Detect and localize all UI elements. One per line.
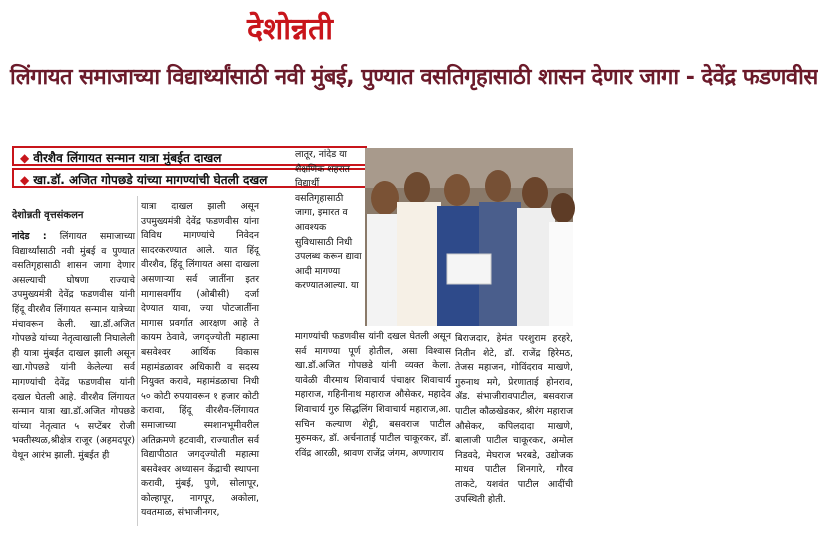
article-column-1: [12, 230, 135, 530]
headline: लिंगायत समाजाच्या विद्यार्थ्यांसाठी नवी मुंबई, पुण्यात वसतिगृहासाठी शासन देणार जागा - देवेंद्र फडणवीस: [10, 65, 818, 90]
news-photo-illustration: [365, 148, 573, 326]
bullet-icon: ◆: [20, 173, 30, 187]
bullet-icon: ◆: [20, 151, 30, 165]
byline: देशोन्नती वृत्तसंकलन: [12, 210, 84, 221]
dateline: नांदेड :: [12, 231, 47, 242]
subhead-2-text: खा.डॉ. अजित गोपछडे यांच्या मागण्यांची घेतली दखल: [33, 173, 268, 187]
column-1-text: लिंगायत समाजाच्या विद्यार्थ्यांसाठी नवी मुंबई व पुण्यात वसतिगृहासाठी शासन जागा देणार असल्याची घोषणा राज्याचे उपमुख्यमंत्री देवेंद्र फडणवीस यांनी हिंदू वीरशैव लिंगायत सन्मान यात्रेच्या मंचावरून केली. खा.डॉ.अजित गोपछडे यांच्या नेतृत्वाखाली निघालेली ही यात्रा मुंबईत दाखल झाली असून खा.गोपछडे यांनी केलेल्या सर्व मागण्यांची देवेंद्र फडणवीस यांनी दखल घेतली आहे. वीरशैव लिंगायत सन्मान यात्रा खा.डॉ.अजित गोपछडे यांच्या नेतृत्वात ५ सप्टेंबर रोजी भक्तीस्थळ,श्रीक्षेत्र राजूर (अहमदपूर) येथून आरंभ झाली. मुंबईत ही: [12, 231, 135, 461]
subhead-1-text: वीरशैव लिंगायत सन्मान यात्रा मुंबईत दाखल: [33, 151, 222, 165]
article-column-5: बिराजदार, हेमंत परशुराम हरहरे, नितीन शेटे, डॉ. राजेंद्र हिरेमठ, तेजस महाजन, गोविंदराव माखणे, गुरुनाथ मगे, प्रेरणाताई होनराव, ॲड. संभाजीरावपाटील, बसवराज पाटील कौळखेडकर, श्रीरंग महाराज औसेकर, कपिलदादा माखणे, बालाजी पाटील चाकूरकर, अमोल निडवदे, मेघराज भरबडे, उद्योजक माधव पाटील शिनगारे, गौरव ताकटे, यशवंत पाटील आदींची उपस्थिती होती.: [455, 333, 573, 505]
article-column-3: लातूर, नांदेड या शैक्षणिक शहरात विद्यार्थी वसतिगृहासाठी जागा, इमारत व आवश्यक सुविधासाठी निधी उपलब्ध करून द्यावा आदी मागण्या करण्यातआल्या. या: [295, 149, 362, 292]
column-divider: [137, 196, 138, 526]
article-column-4: मागण्यांची फडणवीस यांनी दखल घेतली असून सर्व मागण्या पूर्ण होतील, असा विश्वास खा.डॉ.अजित गोपछडे यांनी व्यक्त केला. यावेळी वीरमाथ शिवाचार्य पंचाक्षर शिवाचार्य महाराज, गहिनीनाथ महाराज औसेकर, महादेव शिवाचार्य गुरु सिद्धलिंग शिवाचार्य महाराज,आ. सचिन कल्याण शेट्टी, बसवराज पाटील मुरुमकर, डॉ. अर्चनाताई पाटील चाकूरकर, डॉ. रविंद्र आरळी, श्रावण राजेंद्र जंगम, अण्णाराय: [295, 331, 451, 459]
article-column-2: यात्रा दाखल झाली असून उपमुख्यमंत्री देवेंद्र फडणवीस यांना विविध मागण्यांचे निवेदन सादरकरण्यात आले. यात हिंदू वीरशैव, हिंदू लिंगायत असा दाखला असणाऱ्या सर्व जातींना इतर मागासवर्गीय (ओबीसी) दर्जा देण्यात यावा, ज्या पोटजातींना मागास प्रवर्गात आरक्षण आहे ते कायम ठेवावे, जगद्‌ज्योती महात्मा बसवेश्वर आर्थिक विकास महामंडळावर अधिकारी व सदस्य नियुक्त करावे, महामंडळाचा निधी ५० कोटी रुपयावरून १ हजार कोटी करावा, हिंदू वीरशैव-लिंगायत समाजाच्या स्मशानभूमीवरील अतिक्रमणे हटवावी, राज्यातील सर्व विद्यापीठात जगद्‌ज्योती महात्मा बसवेश्वर अध्यासन केंद्राची स्थापना करावी, मुंबई, पुणे, सोलापूर, कोल्हापूर, नागपूर, अकोला, यवतमाळ, संभाजीनगर,: [141, 201, 259, 519]
masthead: देशोन्नती: [246, 12, 334, 47]
news-photo: [365, 148, 573, 326]
